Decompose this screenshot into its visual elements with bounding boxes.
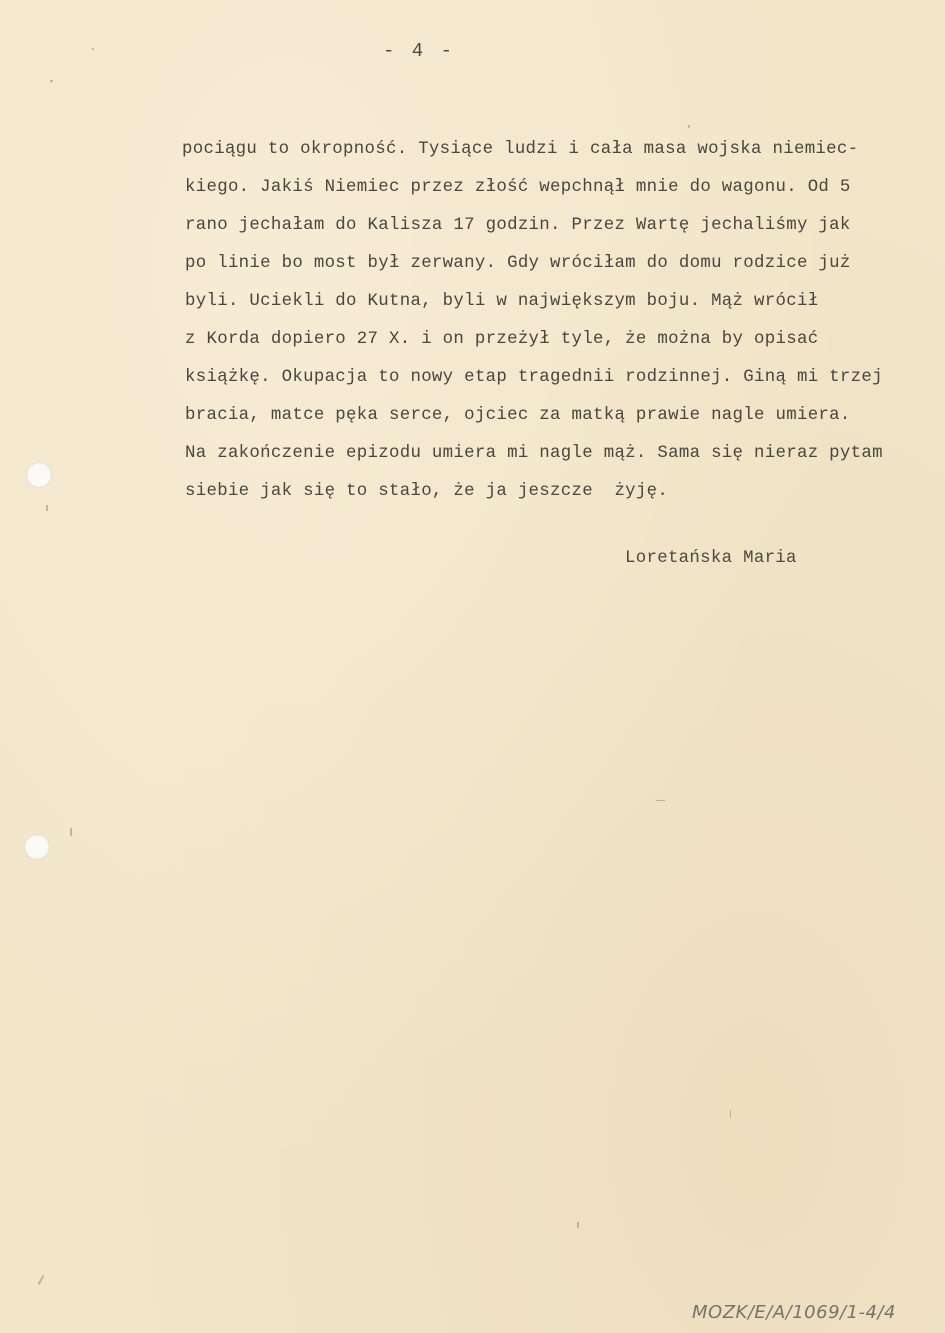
paper-speck [656, 800, 665, 801]
text-line: Na zakończenie epizodu umiera mi nagle mąż. Sama się nieraz pytam [185, 444, 883, 463]
paper-speck [688, 125, 690, 128]
paper-speck [38, 1275, 45, 1285]
paper-speck [46, 505, 48, 511]
paper-speck [730, 1110, 731, 1118]
punch-hole-bottom [24, 834, 50, 860]
text-line: książkę. Okupacja to nowy etap tragednii rodzinnej. Giną mi trzej [185, 368, 883, 387]
text-line: siebie jak się to stało, że ja jeszcze żyję. [185, 482, 669, 501]
paper-speck [92, 48, 94, 50]
paper-speck [577, 1222, 579, 1228]
text-line: pociągu to okropność. Tysiące ludzi i cała masa wojska niemiec- [182, 140, 859, 159]
text-line: byli. Uciekli do Kutna, byli w największym boju. Mąż wrócił [185, 292, 819, 311]
paper-speck [50, 80, 53, 82]
page-number: - 4 - [383, 40, 456, 62]
paper-speck [70, 828, 72, 836]
archive-reference: MOZK/E/A/1069/1-4/4 [692, 1302, 897, 1323]
signature: Loretańska Maria [625, 549, 797, 568]
punch-hole-top [26, 462, 52, 488]
text-line: z Korda dopiero 27 X. i on przeżył tyle, że można by opisać [185, 330, 819, 349]
text-line: kiego. Jakiś Niemiec przez złość wepchnął mnie do wagonu. Od 5 [185, 178, 851, 197]
text-line: bracia, matce pęka serce, ojciec za matką prawie nagle umiera. [185, 406, 851, 425]
text-line: rano jechałam do Kalisza 17 godzin. Przez Wartę jechaliśmy jak [185, 216, 851, 235]
text-line: po linie bo most był zerwany. Gdy wróciłam do domu rodzice już [185, 254, 851, 273]
body-text [182, 131, 945, 511]
